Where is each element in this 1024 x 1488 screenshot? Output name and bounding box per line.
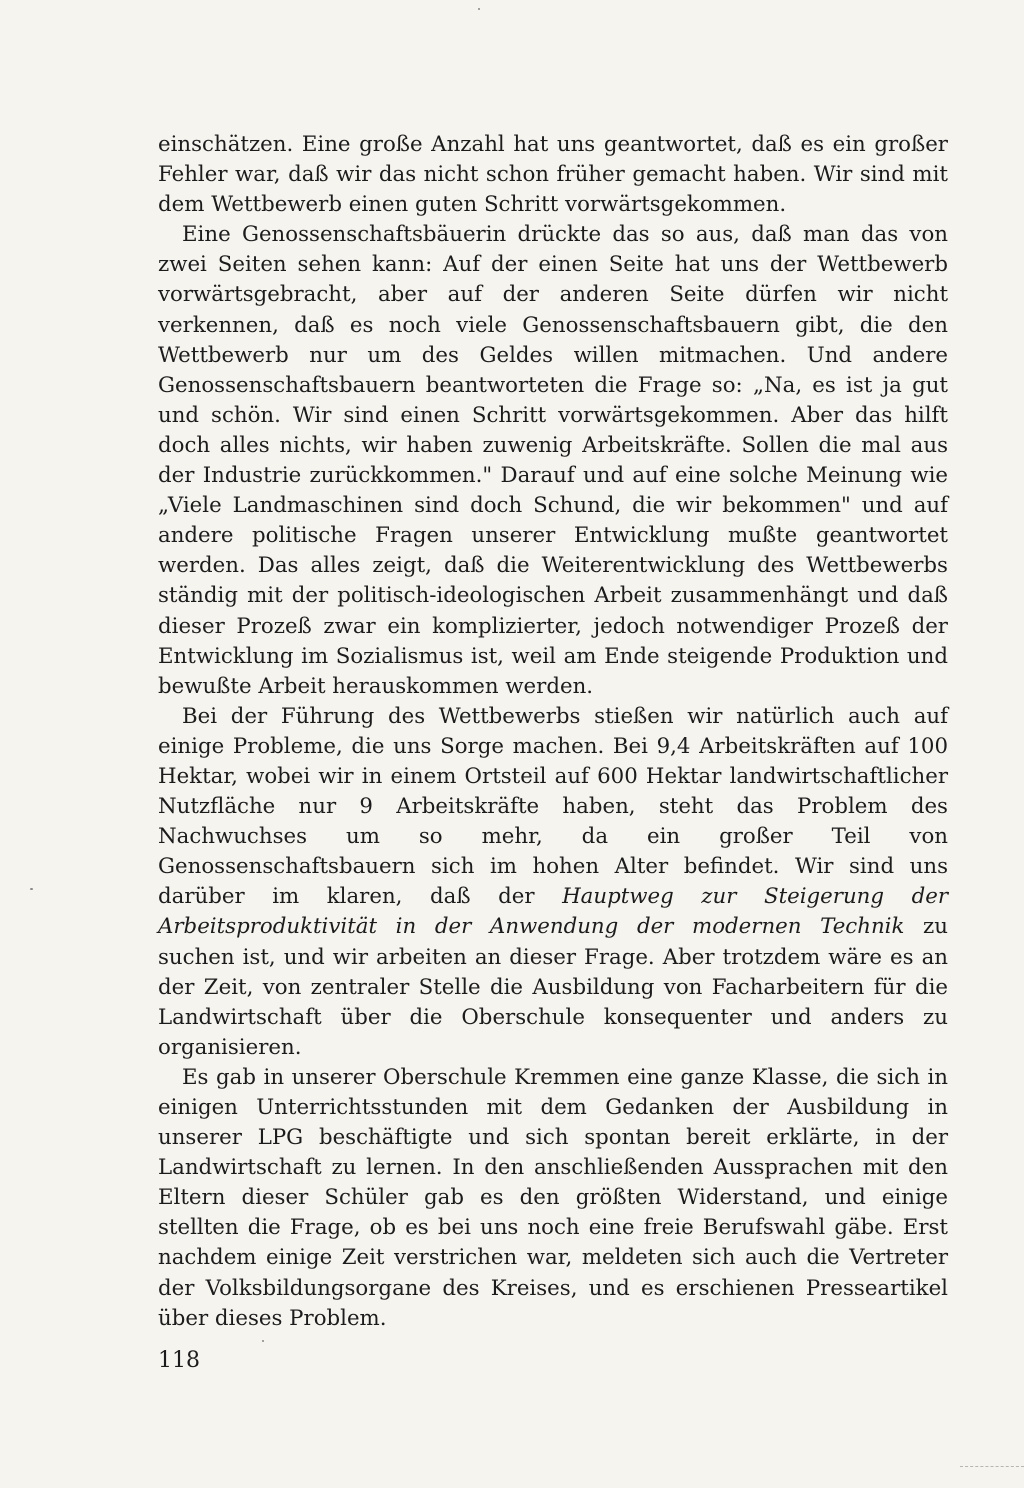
scan-edge-mark: [960, 1466, 1024, 1468]
scan-speck: [262, 1340, 264, 1342]
paragraph-1: einschätzen. Eine große Anzahl hat uns geantwortet, daß es ein großer Fehler war, daß wir das nicht schon früher gemacht haben. Wir sind mit dem Wettbewerb einen guten Schritt vorwärtsgekommen.: [158, 132, 948, 218]
page-number: 118: [158, 1348, 200, 1373]
paragraph-4: Es gab in unserer Oberschule Kremmen eine ganze Klasse, die sich in einigen Unterrichtsstunden mit dem Gedanken der Ausbildung in unserer LPG beschäftigte und sich spontan bereit erklärte, in der Landwirtschaft zu lernen. In den anschließenden Aussprachen mit den Eltern dieser Schüler gab es den größten Widerstand, und einige stellten die Frage, ob es bei uns noch eine freie Berufswahl gäbe. Erst nachdem einige Zeit verstrichen war, meldeten sich auch die Vertreter der Volksbildungsorgane des Kreises, und es erschienen Presseartikel über dieses Problem.: [158, 1064, 948, 1331]
paragraph-3-text-after: zu suchen ist, und wir arbeiten an dieser Frage. Aber trotzdem wäre es an der Zeit, von zentraler Stelle die Ausbildung von Facharbeitern für die Landwirtschaft über die Oberschule konsequenter und anders zu organisieren.: [158, 914, 948, 1060]
scan-speck: [478, 8, 480, 10]
paragraph-3-emphasis: Hauptweg zur Steigerung der Arbeitsproduktivität in der Anwendung der modernen Technik: [158, 884, 949, 940]
paragraph-3-text-before: Bei der Führung des Wettbewerbs stießen wir natürlich auch auf einige Probleme, die uns Sorge machen. Bei 9,4 Arbeitskräften auf 100 Hektar, wobei wir in einem Ortsteil auf 600 Hektar landwirtschaftlicher Nutzfläche nur 9 Arbeitskräfte haben, steht das Problem des Nachwuchses um so mehr, da ein großer Teil von Genossenschaftsbauern sich im hohen Alter befindet. Wir sind uns darüber im klaren, daß der: [158, 703, 948, 910]
paragraph-2: Eine Genossenschaftsbäuerin drückte das so aus, daß man das von zwei Seiten sehen kann: Auf der einen Seite hat uns der Wettbewerb vorwärtsgebracht, aber auf der anderen Seite dürfen wir nicht verkennen, daß es noch viele Genossenschaftsbauern gibt, die den Wettbewerb nur um des Geldes willen mitmachen. Und andere Genossenschaftsbauern beantworteten die Frage so: „Na, es ist ja gut und schön. Wir sind einen Schritt vorwärtsgekommen. Aber das hilft doch alles nichts, wir haben zuwenig Arbeitskräfte. Sollen die mal aus der Industrie zurückkommen." Darauf und auf eine solche Meinung wie „Viele Landmaschinen sind doch Schund, die wir bekommen" und auf andere politische Fragen unserer Entwicklung mußte geantwortet werden. Das alles zeigt, daß die Weiterentwicklung des Wettbewerbs ständig mit der politisch-ideologischen Arbeit zusammenhängt und daß dieser Prozeß zwar ein komplizierter, jedoch notwendiger Prozeß der Entwicklung im Sozialismus ist, weil am Ende steigende Produktion und bewußte Arbeit herauskommen werden.: [158, 222, 948, 699]
scan-speck: [30, 888, 33, 890]
body-text: [158, 130, 948, 1334]
paragraph-3: [158, 702, 948, 1063]
